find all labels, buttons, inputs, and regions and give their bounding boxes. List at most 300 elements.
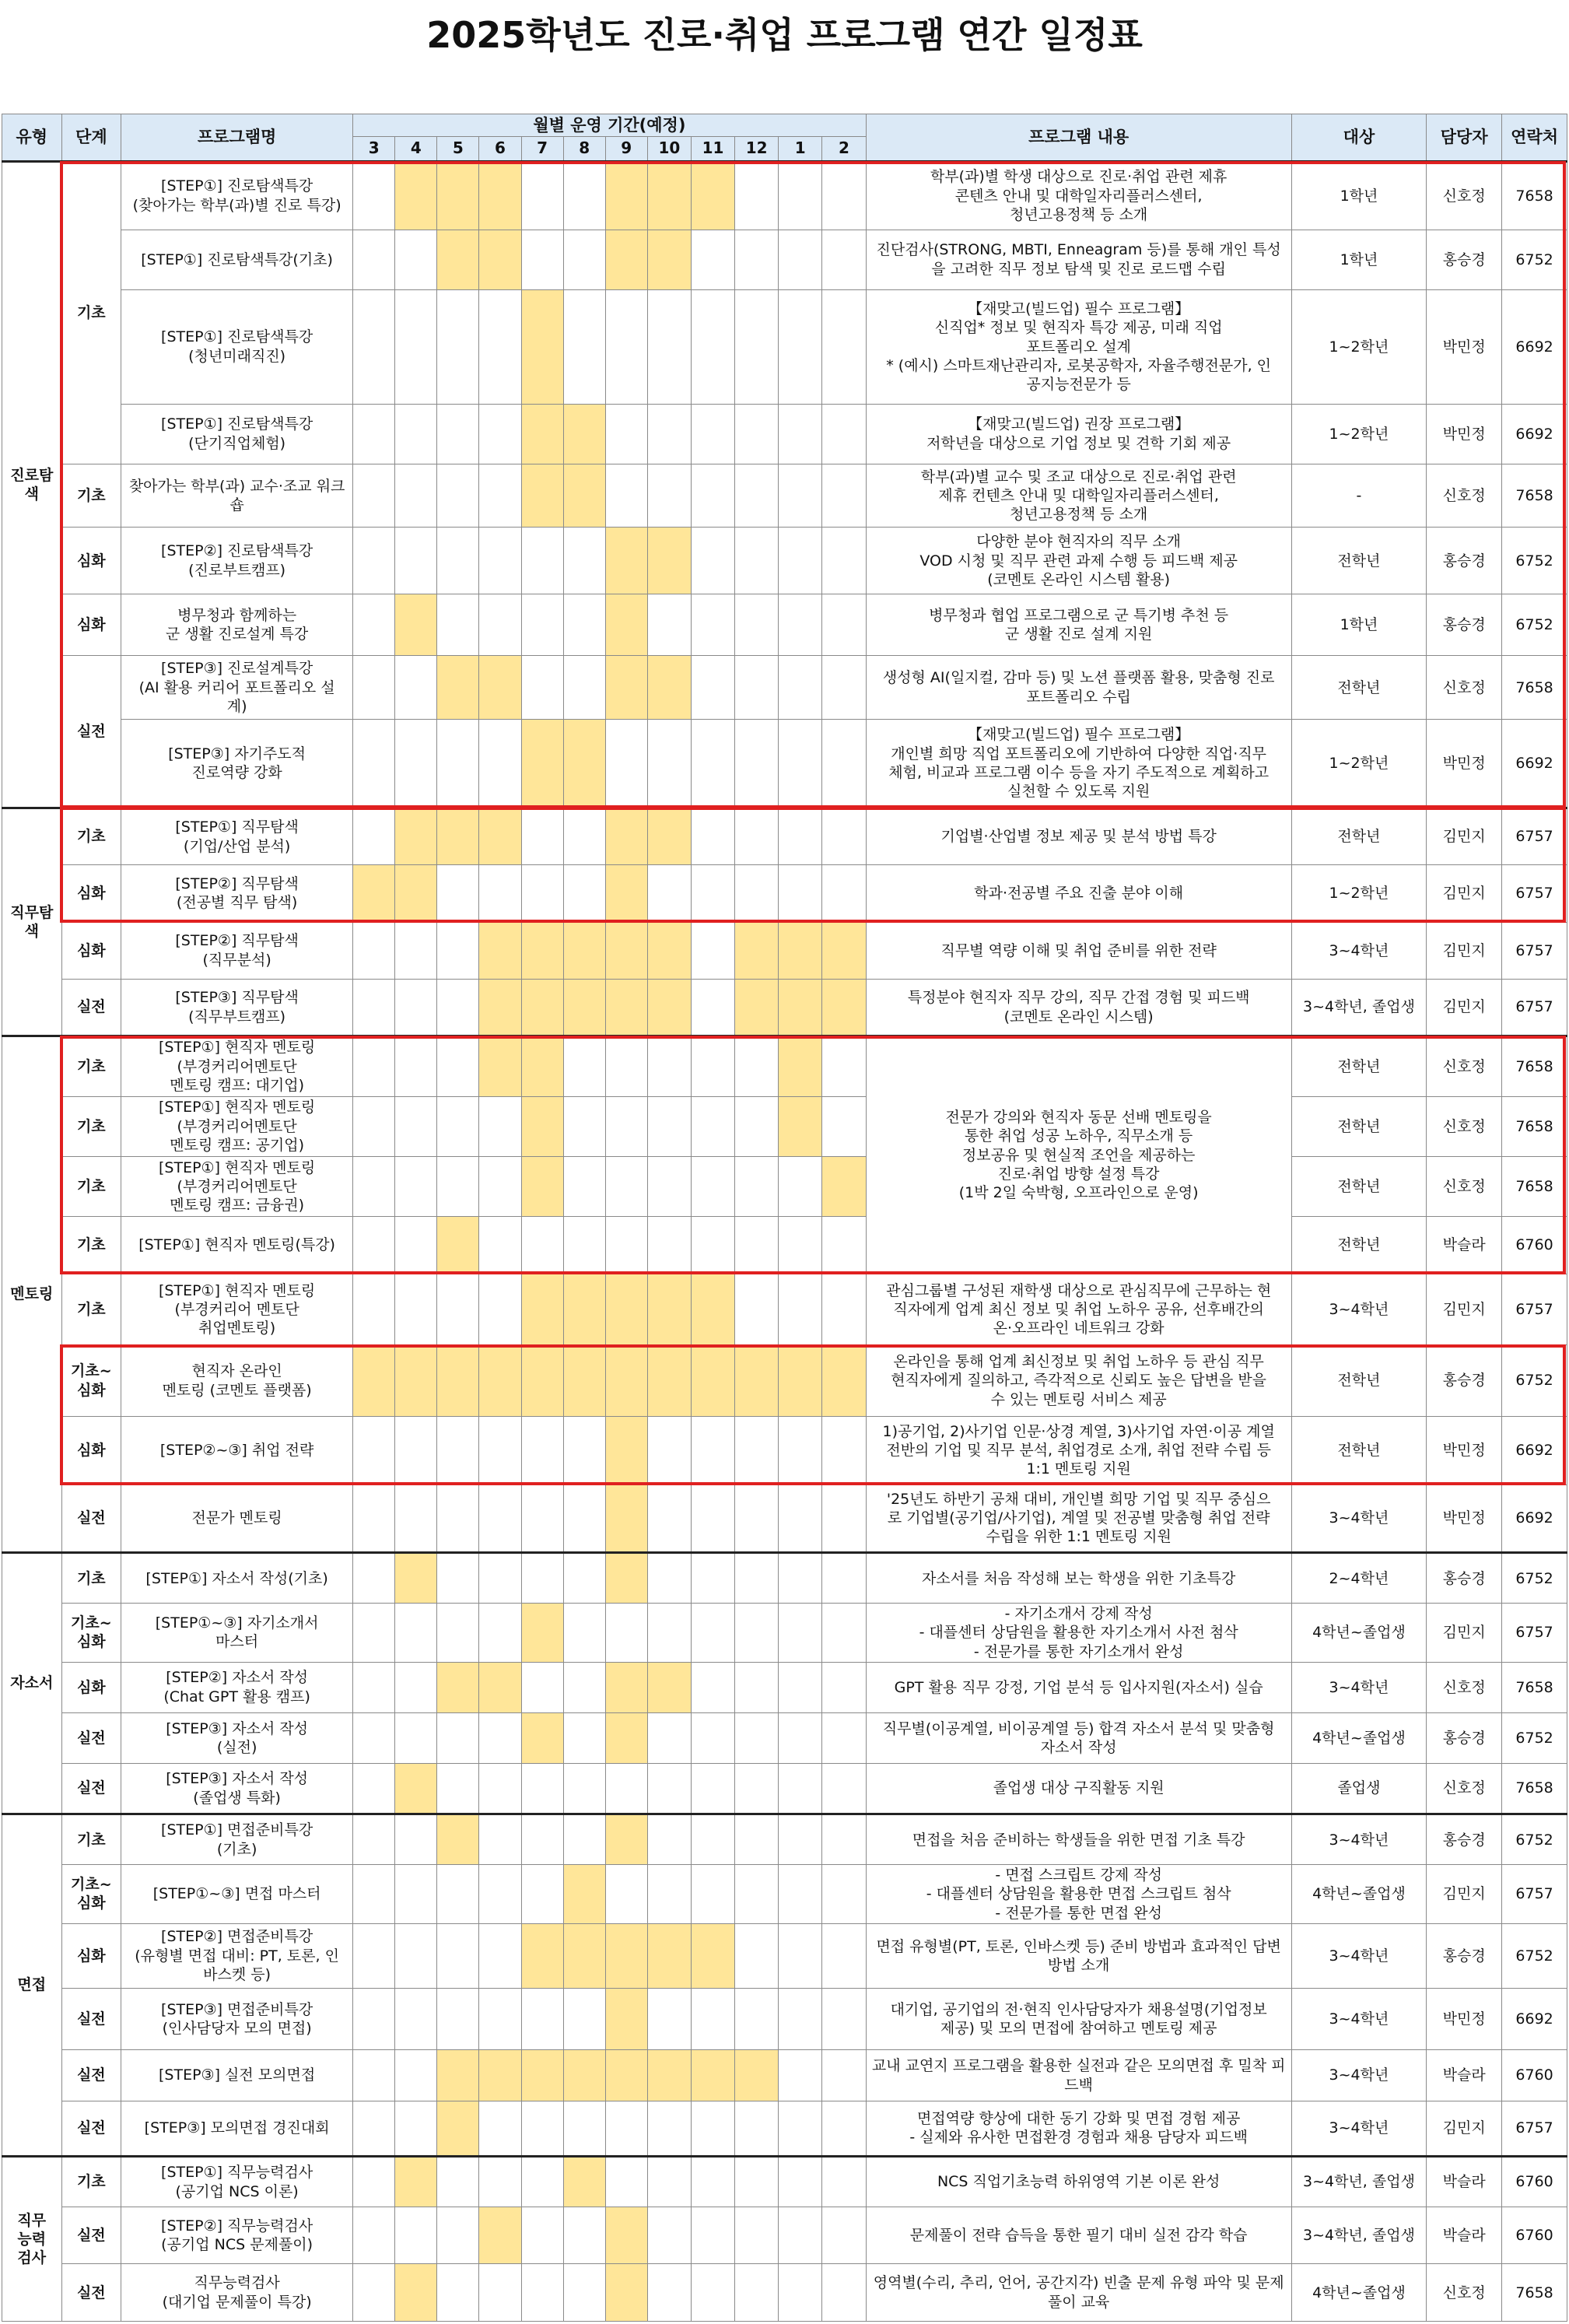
month-cell-10 [647, 1923, 691, 1989]
month-cell-2 [822, 162, 866, 230]
contact-cell: 6752 [1502, 594, 1567, 656]
month-cell-1 [779, 1036, 822, 1096]
target-cell: 전학년 [1291, 1416, 1427, 1484]
month-cell-3 [353, 2207, 395, 2264]
table-row [2, 808, 1567, 864]
program-name: [STEP①] 현직자 멘토링(특강) [121, 1217, 353, 1274]
table-row [2, 656, 1567, 719]
month-cell-5 [437, 1865, 479, 1923]
program-content: 학부(과)별 학생 대상으로 진로·취업 관련 제휴 콘텐츠 안내 및 대학일자리플러스센터, 청년고용정책 등 소개 [866, 162, 1291, 230]
type-cell: 직무 능력 검사 [2, 2156, 62, 2321]
month-cell-9 [605, 289, 647, 404]
stage-cell: 기초 [61, 464, 121, 528]
month-cell-1 [779, 1923, 822, 1989]
month-cell-7 [521, 464, 563, 528]
target-cell: 3~4학년 [1291, 1274, 1427, 1345]
month-cell-10 [647, 594, 691, 656]
month-cell-4 [395, 1604, 437, 1662]
month-cell-1 [779, 1553, 822, 1604]
stage-cell: 기초 [61, 1814, 121, 1865]
program-name: [STEP①] 현직자 멘토링 (부경커리어멘토단 멘토링 캠프: 금융권) [121, 1156, 353, 1216]
program-content: - 면접 스크립트 강제 작성 - 대플센터 상담원을 활용한 면접 스크립트 첨삭 - 전문가를 통한 면접 완성 [866, 1865, 1291, 1923]
month-cell-2 [822, 979, 866, 1036]
month-cell-4 [395, 289, 437, 404]
month-cell-11 [691, 979, 734, 1036]
target-cell: 3~4학년, 졸업생 [1291, 2156, 1427, 2207]
manager-cell: 홍승경 [1427, 1345, 1502, 1417]
month-cell-5 [437, 1036, 479, 1096]
table-row [2, 1036, 1567, 1096]
month-cell-6 [479, 1989, 521, 2050]
month-header-3: 3 [353, 137, 395, 162]
month-cell-1 [779, 1662, 822, 1712]
stage-cell: 기초 [61, 1217, 121, 1274]
month-cell-2 [822, 1814, 866, 1865]
month-cell-6 [479, 1814, 521, 1865]
manager-cell: 박민정 [1427, 1989, 1502, 2050]
program-name: [STEP①] 현직자 멘토링 (부경커리어멘토단 멘토링 캠프: 공기업) [121, 1096, 353, 1156]
month-cell-8 [563, 1553, 605, 1604]
month-cell-6 [479, 1553, 521, 1604]
month-cell-12 [735, 1156, 779, 1216]
month-cell-4 [395, 528, 437, 594]
month-cell-11 [691, 1217, 734, 1274]
month-cell-6 [479, 1217, 521, 1274]
month-cell-7 [521, 719, 563, 808]
month-cell-10 [647, 2156, 691, 2207]
program-name: [STEP①] 진로탐색특강 (단기직업체험) [121, 404, 353, 464]
stage-cell: 심화 [61, 1662, 121, 1712]
month-cell-2 [822, 1865, 866, 1923]
month-cell-5 [437, 289, 479, 404]
month-cell-10 [647, 528, 691, 594]
month-cell-5 [437, 1553, 479, 1604]
target-cell: 전학년 [1291, 1217, 1427, 1274]
table-row [2, 1604, 1567, 1662]
month-cell-5 [437, 865, 479, 922]
month-cell-6 [479, 656, 521, 719]
month-cell-3 [353, 656, 395, 719]
month-cell-2 [822, 2050, 866, 2101]
table-row [2, 464, 1567, 528]
month-cell-5 [437, 528, 479, 594]
month-cell-7 [521, 2264, 563, 2322]
stage-cell: 심화 [61, 922, 121, 979]
table-row [2, 865, 1567, 922]
stage-cell: 심화 [61, 528, 121, 594]
month-cell-8 [563, 1865, 605, 1923]
month-cell-5 [437, 594, 479, 656]
stage-cell: 실전 [61, 2101, 121, 2156]
month-cell-10 [647, 1416, 691, 1484]
month-cell-7 [521, 1989, 563, 2050]
month-cell-11 [691, 594, 734, 656]
month-cell-3 [353, 404, 395, 464]
month-cell-3 [353, 1989, 395, 2050]
month-cell-9 [605, 1416, 647, 1484]
month-cell-10 [647, 865, 691, 922]
month-cell-2 [822, 464, 866, 528]
table-row [2, 1217, 1567, 1274]
month-cell-10 [647, 464, 691, 528]
month-cell-6 [479, 289, 521, 404]
month-cell-7 [521, 865, 563, 922]
program-content: 【재맞고(빌드업) 권장 프로그램】 저학년을 대상으로 기업 정보 및 견학 기회 제공 [866, 404, 1291, 464]
month-cell-1 [779, 230, 822, 289]
contact-cell: 6752 [1502, 1345, 1567, 1417]
month-cell-1 [779, 865, 822, 922]
contact-cell: 6752 [1502, 528, 1567, 594]
month-cell-5 [437, 2101, 479, 2156]
month-cell-4 [395, 922, 437, 979]
month-cell-1 [779, 2264, 822, 2322]
target-cell: 전학년 [1291, 1036, 1427, 1096]
month-cell-9 [605, 1989, 647, 2050]
program-content: 온라인을 통해 업계 최신정보 및 취업 노하우 등 관심 직무 현직자에게 질의하고, 즉각적으로 신뢰도 높은 답변을 받을 수 있는 멘토링 서비스 제공 [866, 1345, 1291, 1417]
month-cell-8 [563, 1484, 605, 1553]
manager-cell: 박민정 [1427, 404, 1502, 464]
manager-cell: 박민정 [1427, 1416, 1502, 1484]
month-cell-3 [353, 865, 395, 922]
month-cell-6 [479, 1604, 521, 1662]
table-row [2, 404, 1567, 464]
program-content: 1)공기업, 2)사기업 인문·상경 계열, 3)사기업 자연·이공 계열 전반의 기업 및 직무 분석, 취업경로 소개, 취업 전략 수립 등 1:1 멘토링 지원 [866, 1416, 1291, 1484]
month-cell-6 [479, 1036, 521, 1096]
contact-cell: 6760 [1502, 2050, 1567, 2101]
month-cell-2 [822, 719, 866, 808]
month-cell-7 [521, 922, 563, 979]
target-cell: 전학년 [1291, 1156, 1427, 1216]
month-cell-8 [563, 1923, 605, 1989]
month-cell-6 [479, 1274, 521, 1345]
month-cell-11 [691, 808, 734, 864]
month-cell-8 [563, 594, 605, 656]
month-cell-8 [563, 865, 605, 922]
program-content: 【재맞고(빌드업) 필수 프로그램】 개인별 희망 직업 포트폴리오에 기반하여 다양한 직업·직무 체험, 비교과 프로그램 이수 등을 자기 주도적으로 계획하고 실천할 수 있도록 지원 [866, 719, 1291, 808]
month-cell-1 [779, 922, 822, 979]
month-cell-3 [353, 1712, 395, 1763]
month-cell-8 [563, 979, 605, 1036]
month-cell-12 [735, 230, 779, 289]
month-cell-2 [822, 1156, 866, 1216]
month-cell-9 [605, 719, 647, 808]
table-row [2, 2264, 1567, 2322]
manager-cell: 홍승경 [1427, 230, 1502, 289]
month-cell-12 [735, 2264, 779, 2322]
program-name: [STEP②] 직무탐색 (전공별 직무 탐색) [121, 865, 353, 922]
table-row [2, 1712, 1567, 1763]
month-cell-3 [353, 1763, 395, 1814]
month-cell-8 [563, 2207, 605, 2264]
month-cell-9 [605, 922, 647, 979]
program-name: [STEP③] 모의면접 경진대회 [121, 2101, 353, 2156]
table-row [2, 230, 1567, 289]
month-cell-3 [353, 1096, 395, 1156]
month-cell-2 [822, 1662, 866, 1712]
month-cell-1 [779, 719, 822, 808]
month-cell-11 [691, 528, 734, 594]
manager-cell: 박민정 [1427, 289, 1502, 404]
month-cell-11 [691, 1712, 734, 1763]
month-cell-12 [735, 1217, 779, 1274]
contact-cell: 6752 [1502, 1553, 1567, 1604]
month-cell-6 [479, 528, 521, 594]
month-header-1: 1 [779, 137, 822, 162]
month-cell-1 [779, 1274, 822, 1345]
month-cell-7 [521, 2207, 563, 2264]
program-content: 대기업, 공기업의 전·현직 인사담당자가 채용설명(기업정보 제공) 및 모의 면접에 참여하고 멘토링 제공 [866, 1989, 1291, 2050]
month-cell-9 [605, 230, 647, 289]
target-cell: 1~2학년 [1291, 289, 1427, 404]
month-cell-7 [521, 1345, 563, 1417]
program-content: 기업별·산업별 정보 제공 및 분석 방법 특강 [866, 808, 1291, 864]
contact-cell: 6692 [1502, 1416, 1567, 1484]
month-cell-12 [735, 1814, 779, 1865]
contact-cell: 6692 [1502, 404, 1567, 464]
month-cell-1 [779, 1763, 822, 1814]
table-row [2, 162, 1567, 230]
month-cell-9 [605, 808, 647, 864]
target-cell: 1~2학년 [1291, 865, 1427, 922]
month-cell-6 [479, 865, 521, 922]
contact-cell: 6760 [1502, 2156, 1567, 2207]
stage-cell: 기초 [61, 1036, 121, 1096]
table-row [2, 1989, 1567, 2050]
month-cell-10 [647, 1989, 691, 2050]
header-content: 프로그램 내용 [866, 114, 1291, 162]
month-cell-12 [735, 528, 779, 594]
stage-cell: 실전 [61, 979, 121, 1036]
stage-cell: 심화 [61, 1923, 121, 1989]
manager-cell: 신호정 [1427, 1036, 1502, 1096]
month-cell-10 [647, 1096, 691, 1156]
month-cell-10 [647, 656, 691, 719]
program-content: 직무별 역량 이해 및 취업 준비를 위한 전략 [866, 922, 1291, 979]
month-cell-2 [822, 404, 866, 464]
month-cell-4 [395, 1036, 437, 1096]
month-cell-7 [521, 1604, 563, 1662]
table-row [2, 2050, 1567, 2101]
month-cell-10 [647, 289, 691, 404]
contact-cell: 6752 [1502, 1814, 1567, 1865]
month-cell-7 [521, 404, 563, 464]
target-cell: 4학년~졸업생 [1291, 1865, 1427, 1923]
month-cell-6 [479, 464, 521, 528]
month-cell-10 [647, 1553, 691, 1604]
month-cell-4 [395, 2264, 437, 2322]
month-cell-7 [521, 594, 563, 656]
month-header-9: 9 [605, 137, 647, 162]
stage-cell: 심화 [61, 1416, 121, 1484]
month-cell-10 [647, 1274, 691, 1345]
month-cell-12 [735, 1553, 779, 1604]
month-cell-11 [691, 1814, 734, 1865]
contact-cell: 6752 [1502, 1712, 1567, 1763]
month-header-11: 11 [691, 137, 734, 162]
month-cell-9 [605, 528, 647, 594]
month-cell-1 [779, 979, 822, 1036]
stage-cell: 실전 [61, 1763, 121, 1814]
month-cell-9 [605, 1553, 647, 1604]
program-name: [STEP③] 자소서 작성 (실전) [121, 1712, 353, 1763]
month-cell-11 [691, 2156, 734, 2207]
month-cell-11 [691, 2264, 734, 2322]
month-cell-4 [395, 1217, 437, 1274]
month-cell-10 [647, 404, 691, 464]
table-row [2, 2101, 1567, 2156]
month-cell-6 [479, 2156, 521, 2207]
month-cell-9 [605, 2050, 647, 2101]
month-cell-8 [563, 656, 605, 719]
month-cell-12 [735, 2050, 779, 2101]
program-name: [STEP②] 직무탐색 (직무분석) [121, 922, 353, 979]
target-cell: 1~2학년 [1291, 404, 1427, 464]
month-cell-11 [691, 1156, 734, 1216]
target-cell: 3~4학년 [1291, 922, 1427, 979]
month-cell-11 [691, 1989, 734, 2050]
month-cell-9 [605, 656, 647, 719]
table-row [2, 2207, 1567, 2264]
program-content: 【재맞고(빌드업) 필수 프로그램】 신직업* 정보 및 현직자 특강 제공, 미래 직업 포트폴리오 설계 * (예시) 스마트재난관리자, 로봇공학자, 자율주행전문가, 인 공지능전문가 등 [866, 289, 1291, 404]
program-name: 직무능력검사 (대기업 문제풀이 특강) [121, 2264, 353, 2322]
month-cell-5 [437, 922, 479, 979]
manager-cell: 홍승경 [1427, 1553, 1502, 1604]
month-cell-12 [735, 1416, 779, 1484]
month-cell-3 [353, 808, 395, 864]
month-cell-4 [395, 1763, 437, 1814]
program-name: [STEP③] 자기주도적 진로역량 강화 [121, 719, 353, 808]
stage-cell: 실전 [61, 1712, 121, 1763]
month-cell-5 [437, 1096, 479, 1156]
program-name: [STEP①] 현직자 멘토링 (부경커리어 멘토단 취업멘토링) [121, 1274, 353, 1345]
month-cell-8 [563, 1814, 605, 1865]
month-header-12: 12 [735, 137, 779, 162]
month-cell-5 [437, 1814, 479, 1865]
month-cell-6 [479, 1096, 521, 1156]
month-cell-11 [691, 719, 734, 808]
type-cell: 멘토링 [2, 1036, 62, 1553]
month-cell-5 [437, 719, 479, 808]
month-cell-6 [479, 2207, 521, 2264]
month-cell-11 [691, 1923, 734, 1989]
manager-cell: 홍승경 [1427, 528, 1502, 594]
month-cell-7 [521, 162, 563, 230]
type-cell: 진로탐색 [2, 162, 62, 808]
month-cell-2 [822, 1096, 866, 1156]
header-month-group: 월별 운영 기간(예정) [353, 114, 866, 137]
program-name: [STEP②] 직무능력검사 (공기업 NCS 문제풀이) [121, 2207, 353, 2264]
month-cell-11 [691, 289, 734, 404]
month-cell-3 [353, 1416, 395, 1484]
month-cell-9 [605, 1484, 647, 1553]
table-row [2, 2156, 1567, 2207]
month-cell-2 [822, 1484, 866, 1553]
stage-cell: 기초 [61, 1274, 121, 1345]
month-cell-1 [779, 528, 822, 594]
program-content: 교내 교연지 프로그램을 활용한 실전과 같은 모의면접 후 밀착 피드백 [866, 2050, 1291, 2101]
month-cell-2 [822, 2207, 866, 2264]
month-cell-12 [735, 1865, 779, 1923]
program-content: '25년도 하반기 공채 대비, 개인별 희망 기업 및 직무 중심으 로 기업별(공기업/사기업), 계열 및 전공별 맞춤형 취업 전략 수립을 위한 1:1 멘토링 지원 [866, 1484, 1291, 1553]
month-cell-7 [521, 528, 563, 594]
month-cell-6 [479, 594, 521, 656]
month-cell-9 [605, 979, 647, 1036]
month-cell-6 [479, 230, 521, 289]
manager-cell: 박슬라 [1427, 2156, 1502, 2207]
manager-cell: 김민지 [1427, 1865, 1502, 1923]
target-cell: 1학년 [1291, 162, 1427, 230]
month-cell-12 [735, 808, 779, 864]
table-row [2, 528, 1567, 594]
target-cell: 3~4학년, 졸업생 [1291, 979, 1427, 1036]
table-row [2, 1156, 1567, 1216]
month-cell-4 [395, 865, 437, 922]
month-cell-12 [735, 594, 779, 656]
manager-cell: 김민지 [1427, 808, 1502, 864]
month-cell-3 [353, 162, 395, 230]
stage-cell: 기초 [61, 162, 121, 464]
month-cell-1 [779, 2207, 822, 2264]
target-cell: 전학년 [1291, 528, 1427, 594]
month-cell-3 [353, 230, 395, 289]
month-cell-4 [395, 2050, 437, 2101]
manager-cell: 신호정 [1427, 1763, 1502, 1814]
month-cell-11 [691, 1036, 734, 1096]
month-cell-5 [437, 2207, 479, 2264]
target-cell: 전학년 [1291, 1096, 1427, 1156]
month-cell-2 [822, 1036, 866, 1096]
month-cell-7 [521, 656, 563, 719]
month-cell-10 [647, 979, 691, 1036]
month-cell-9 [605, 1662, 647, 1712]
month-cell-8 [563, 1274, 605, 1345]
month-cell-5 [437, 1662, 479, 1712]
month-cell-9 [605, 1763, 647, 1814]
program-name: [STEP①] 현직자 멘토링 (부경커리어멘토단 멘토링 캠프: 대기업) [121, 1036, 353, 1096]
target-cell: 2~4학년 [1291, 1553, 1427, 1604]
month-cell-9 [605, 2101, 647, 2156]
month-cell-8 [563, 1604, 605, 1662]
table-row [2, 1814, 1567, 1865]
month-cell-2 [822, 528, 866, 594]
month-cell-3 [353, 1814, 395, 1865]
month-cell-8 [563, 162, 605, 230]
month-cell-2 [822, 1345, 866, 1417]
month-cell-3 [353, 1662, 395, 1712]
month-cell-7 [521, 230, 563, 289]
month-cell-3 [353, 2264, 395, 2322]
program-content: 면접을 처음 준비하는 학생들을 위한 면접 기초 특강 [866, 1814, 1291, 1865]
month-cell-9 [605, 1274, 647, 1345]
program-name: [STEP②] 자소서 작성 (Chat GPT 활용 캠프) [121, 1662, 353, 1712]
contact-cell: 6757 [1502, 1865, 1567, 1923]
manager-cell: 박슬라 [1427, 1217, 1502, 1274]
month-cell-9 [605, 2156, 647, 2207]
month-cell-2 [822, 2264, 866, 2322]
schedule-table [2, 114, 1567, 2322]
table-row [2, 719, 1567, 808]
manager-cell: 신호정 [1427, 162, 1502, 230]
month-cell-9 [605, 1096, 647, 1156]
month-cell-12 [735, 289, 779, 404]
month-cell-12 [735, 865, 779, 922]
month-cell-10 [647, 1217, 691, 1274]
month-cell-12 [735, 1484, 779, 1553]
stage-cell: 심화 [61, 865, 121, 922]
month-cell-1 [779, 1217, 822, 1274]
month-cell-2 [822, 808, 866, 864]
target-cell: 3~4학년 [1291, 1923, 1427, 1989]
